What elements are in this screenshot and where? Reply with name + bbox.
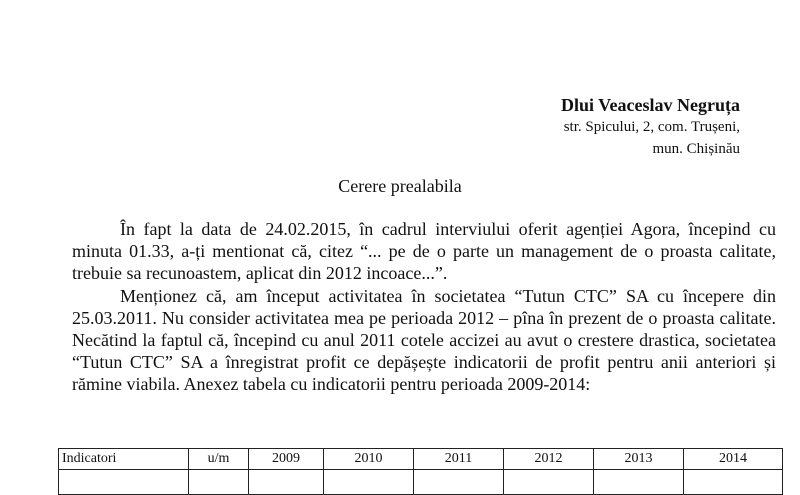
table-cell bbox=[59, 470, 189, 495]
table-header-cell: 2009 bbox=[249, 449, 324, 470]
body-paragraph-1: În fapt la data de 24.02.2015, în cadrul interviului oferit agenției Agora, începind cu minuta 01.33, a-ți mentionat că, citez “... pe de o parte un management de o proasta calitate, trebuie sa recunoastem, aplicat din 2012 incoace...”. bbox=[72, 219, 776, 283]
addressee-block bbox=[561, 94, 740, 160]
table-cell bbox=[249, 470, 324, 495]
table-cell bbox=[684, 470, 783, 495]
table-header-cell: 2010 bbox=[324, 449, 414, 470]
table-cell bbox=[324, 470, 414, 495]
table-row bbox=[59, 470, 783, 495]
table-header-row bbox=[59, 449, 783, 470]
table-cell bbox=[594, 470, 684, 495]
table-header-cell: 2011 bbox=[414, 449, 504, 470]
table-cell bbox=[414, 470, 504, 495]
body-paragraph-2: Menționez că, am început activitatea în societatea “Tutun CTC” SA cu începere din 25.03.2011. Nu consider activitatea mea pe perioada 2012 – pîna în prezent de o proasta calitate. Necătind la faptul că, începind cu anul 2011 cotele accizei au avut o crestere drastica, societatea “Tutun CTC” SA a înregistrat profit ce depășește indicatorii de profit pentru anii anteriori și rămine viabila. Anexez tabela cu indicatorii pentru perioada 2009-2014: bbox=[72, 286, 776, 394]
document-title: Cerere prealabila bbox=[338, 176, 462, 196]
document-body bbox=[72, 218, 776, 395]
table-header-cell: u/m bbox=[189, 449, 249, 470]
indicators-table bbox=[58, 448, 783, 495]
table-cell bbox=[189, 470, 249, 495]
addressee-address-line-1: str. Spicului, 2, com. Trușeni, bbox=[563, 119, 740, 135]
table-header-cell: Indicatori bbox=[59, 449, 189, 470]
table-cell bbox=[504, 470, 594, 495]
table-header-cell: 2013 bbox=[594, 449, 684, 470]
table-header-cell: 2012 bbox=[504, 449, 594, 470]
addressee-name: Dlui Veaceslav Negruța bbox=[561, 95, 740, 115]
table-header-cell: 2014 bbox=[684, 449, 783, 470]
addressee-address-line-2: mun. Chișinău bbox=[652, 141, 740, 157]
